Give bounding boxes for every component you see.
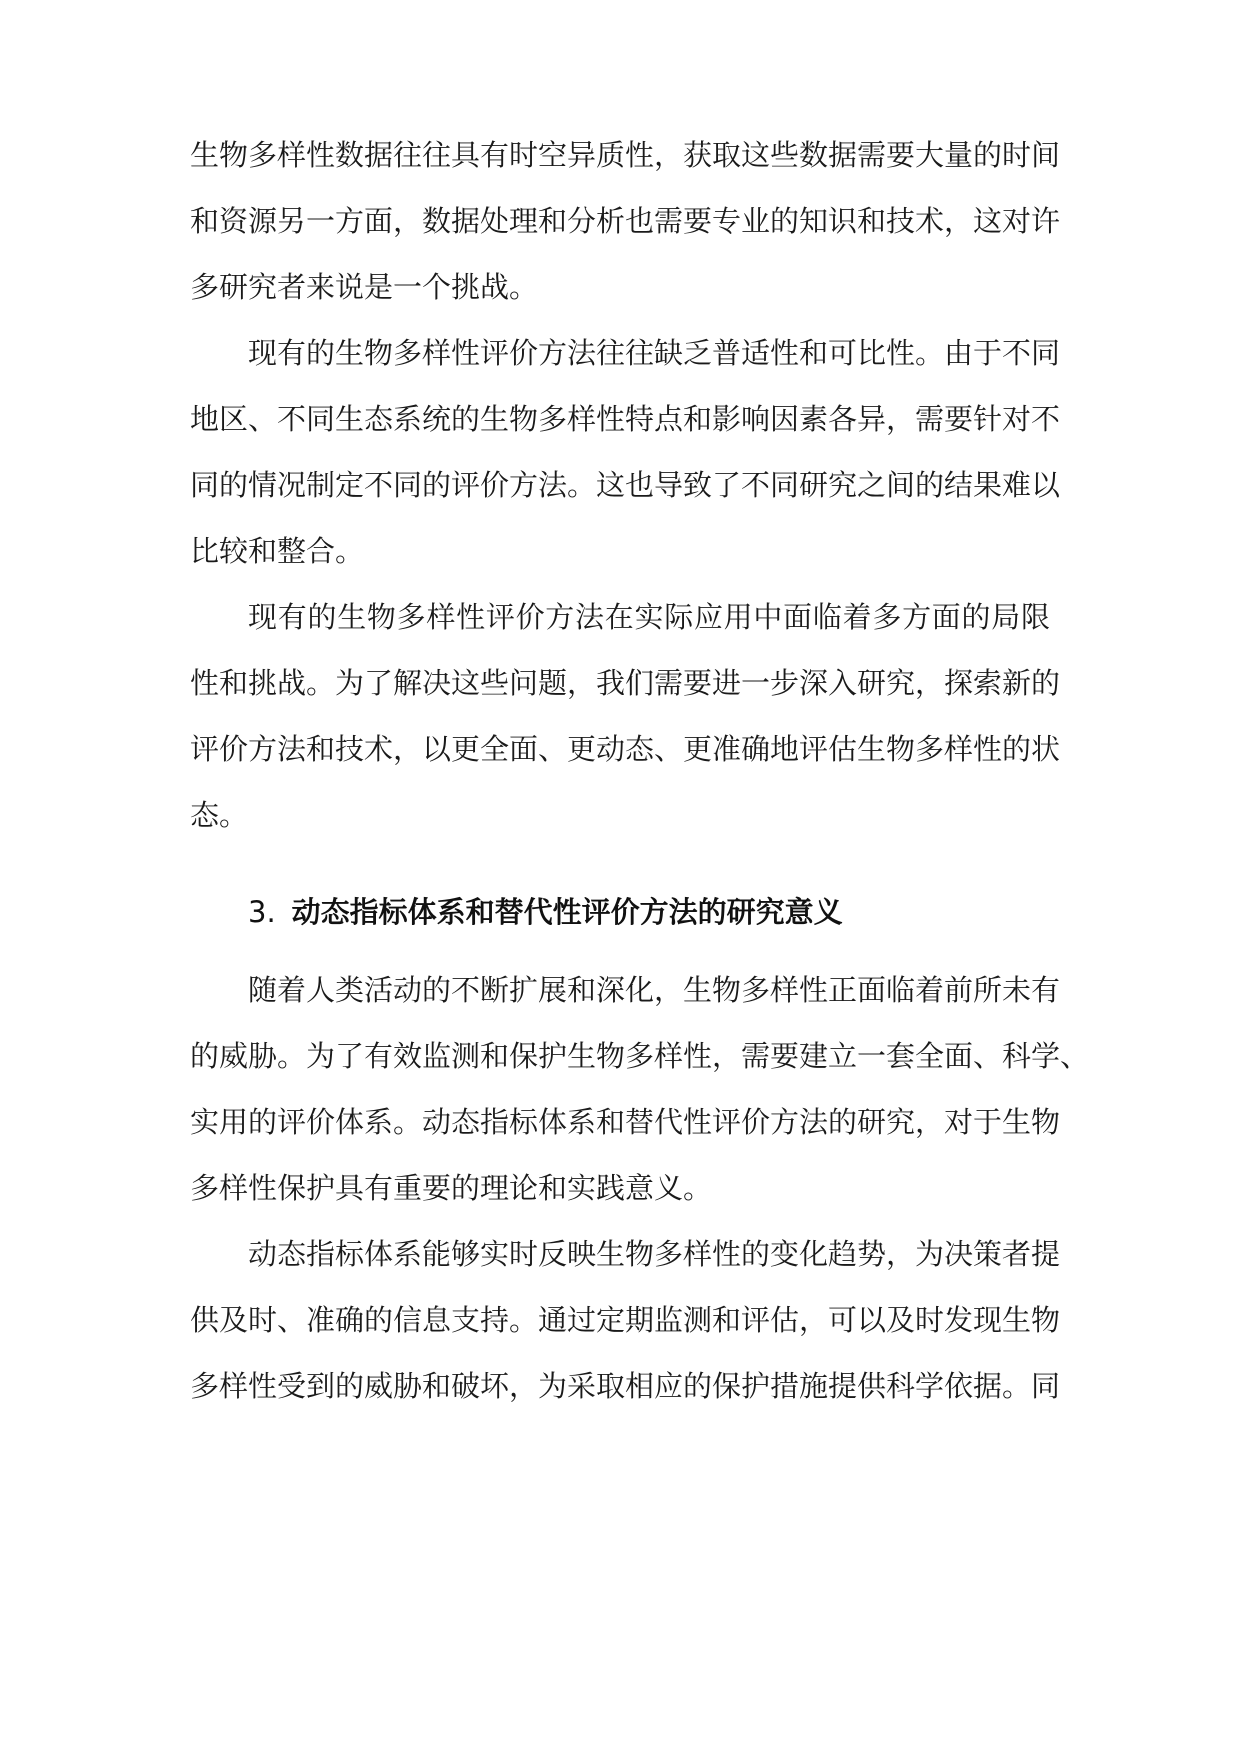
section-paragraph-1-line-1: 随着人类活动的不断扩展和深化，生物多样性正面临着前所未有: [248, 973, 1061, 1007]
section-paragraph-1-line-2: 的威胁。为了有效监测和保护生物多样性，需要建立一套全面、科学、: [190, 1039, 1090, 1073]
paragraph-1-line-3: 多研究者来说是一个挑战。: [190, 270, 539, 304]
paragraph-2-line-3: 同的情况制定不同的评价方法。这也导致了不同研究之间的结果难以: [190, 468, 1061, 502]
section-paragraph-1-line-3: 实用的评价体系。动态指标体系和替代性评价方法的研究，对于生物: [190, 1105, 1061, 1139]
paragraph-1-line-1: 生物多样性数据往往具有时空异质性，获取这些数据需要大量的时间: [190, 138, 1061, 172]
section-paragraph-2-line-2: 供及时、准确的信息支持。通过定期监测和评估，可以及时发现生物: [190, 1303, 1061, 1337]
section-heading: [248, 892, 843, 932]
section-paragraph-2-line-1: 动态指标体系能够实时反映生物多样性的变化趋势，为决策者提: [248, 1237, 1061, 1271]
section-paragraph-1-line-4: 多样性保护具有重要的理论和实践意义。: [190, 1171, 713, 1205]
paragraph-2-line-2: 地区、不同生态系统的生物多样性特点和影响因素各异，需要针对不: [190, 402, 1061, 436]
paragraph-3-line-3: 评价方法和技术，以更全面、更动态、更准确地评估生物多样性的状: [190, 732, 1061, 766]
paragraph-2-line-4: 比较和整合。: [190, 534, 365, 568]
paragraph-3-line-1: 现有的生物多样性评价方法在实际应用中面临着多方面的局限: [248, 600, 1050, 634]
section-title: 动态指标体系和替代性评价方法的研究意义: [291, 895, 843, 929]
paragraph-1-line-2: 和资源另一方面，数据处理和分析也需要专业的知识和技术，这对许: [190, 204, 1061, 238]
section-number: 3.: [248, 895, 276, 929]
paragraph-3-line-2: 性和挑战。为了解决这些问题，我们需要进一步深入研究，探索新的: [190, 666, 1061, 700]
section-paragraph-2-line-3: 多样性受到的威胁和破坏，为采取相应的保护措施提供科学依据。同: [190, 1369, 1061, 1403]
paragraph-3-line-4: 态。: [190, 798, 249, 832]
paragraph-2-line-1: 现有的生物多样性评价方法往往缺乏普适性和可比性。由于不同: [248, 336, 1061, 370]
